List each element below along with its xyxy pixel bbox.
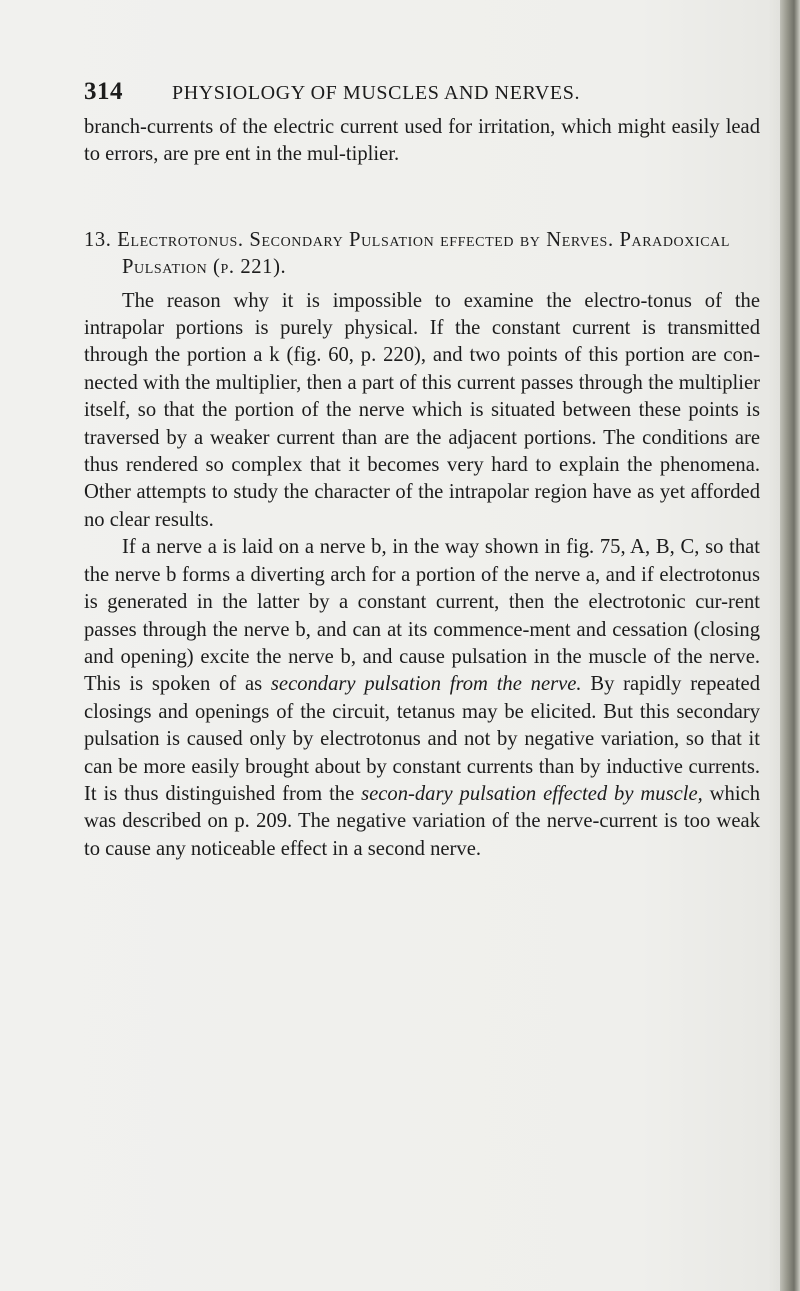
paragraph-secondary-pulsation <box>84 534 760 863</box>
page-content <box>84 78 760 863</box>
paragraph-continuation: branch-currents of the electric current used for irritation, which might easily lead to errors, are pre ent in the mul-tiplier. <box>84 116 760 166</box>
page-number: 314 <box>84 78 123 105</box>
paragraph-text-part-1: If a nerve a is laid on a nerve b, in the way shown in fig. 75, A, B, C, so that the nerve b forms a diverting arch for a portion of the nerve a, and if electrotonus is generated in the latter by a constant current, then the electrotonic cur-rent passes through the nerve b, and can at its commence-ment and cessation (closing and opening) excite the nerve b, and cause pulsation in the muscle of the nerve. This is spoken of as <box>84 536 760 696</box>
section-heading <box>84 227 760 282</box>
paragraph-text-part-2: By rapidly repeated closings and openings of the circuit, tetanus may be elicited. But this secondary pulsation is caused only by electrotonus and not by negative variation, so that it can be more easily brought about by constant currents than by inductive currents. It is thus distinguished from the <box>84 673 760 805</box>
running-title: PHYSIOLOGY OF MUSCLES AND NERVES. <box>172 82 581 104</box>
section-number: 13. <box>84 228 112 251</box>
page-edge-shadow <box>780 0 800 1291</box>
italic-term-muscle: secon-dary pulsation effected by muscle, <box>361 782 703 805</box>
paragraph-text-part-3: which was described on p. 209. The negative variation of the nerve-current is too weak to cause any noticeable effect in a second nerve. <box>84 782 760 860</box>
paragraph-electrotonus: The reason why it is impossible to examine the electro-tonus of the intrapolar portions is purely physical. If the constant current is transmitted through the portion a k (fig. 60, p. 220), and two points of this portion are con-nected with the multiplier, then a part of this current passes through the multiplier itself, so that the portion of the nerve which is situated between these points is traversed by a weaker current than are the adjacent portions. The conditions are thus rendered so complex that it becomes very hard to explain the phenomena. Other attempts to study the character of the intrapolar region have as yet afforded no clear results. <box>84 289 760 531</box>
italic-term-nerve: secondary pulsation from the nerve. <box>270 673 582 696</box>
running-header <box>84 78 760 108</box>
section-title: Electrotonus. Secondary Pulsation effected by Nerves. Paradoxical Pulsation (p. 221). <box>117 228 731 279</box>
